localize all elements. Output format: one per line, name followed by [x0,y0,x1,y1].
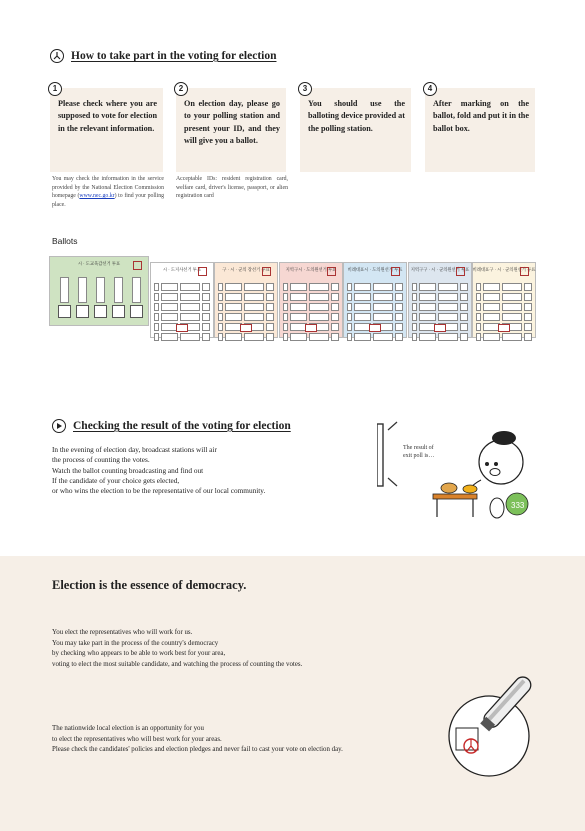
ballots-label: Ballots [52,236,78,246]
ballot-row [347,333,403,341]
section-title-results [52,419,291,433]
ballot-1 [49,256,149,326]
ballots-strip [49,256,537,338]
step-number: 3 [298,82,312,96]
ballot-row [283,313,339,321]
ballot-row [218,283,274,291]
ballot-stamp-mark [176,324,188,332]
candidate-column [132,277,141,303]
ballot-stamp-mark [434,324,446,332]
ballot-2 [150,262,214,338]
ballot-row [154,293,210,301]
ballot-row [218,333,274,341]
essence-paragraph-1: You elect the representatives who will work for us. You may take part in the process of the country's democracy by checking who appears to be able to work best for your area, voting to elect the most suitable candidate, and watching the process of counting the votes. [52,629,303,668]
step-3 [300,83,411,172]
ballot-header: 비례대표시 · 도의원선거 투표 [347,266,403,272]
ballot-header: 시 · 도교육감선거 투표 [77,260,121,266]
candidate-column [60,277,69,303]
candidate-column [114,277,123,303]
ballot-row [412,333,468,341]
ballot-seal [327,267,336,276]
vote-mark-icon [50,49,64,63]
mark-box [58,305,71,318]
tv-caption: The result of exit poll is… [403,445,435,459]
ballot-row [476,333,532,341]
ballot-seal [456,267,465,276]
ballot-6 [408,262,472,338]
voting-stamp-illustration [434,672,544,782]
ballot-row [283,303,339,311]
step-text: You should use the balloting device provided at the polling station. [308,99,405,133]
ballot-row [283,283,339,291]
ballot-stamp-mark [240,324,252,332]
ballot-header: 지역구구 · 시 · 군의원선거 투표 [410,266,470,272]
step-text: Please check where you are supposed to vote for election in the relevant information. [58,99,158,133]
ballot-7 [472,262,536,338]
ballot-row [218,303,274,311]
svg-text:333: 333 [511,501,525,510]
results-text: In the evening of election day, broadcast stations will air the process of counting the votes. Watch the ballot counting broadcasting and find out If the candidate of your choice gets elected, or who wins the election to be the representative of our local community. [52,445,266,496]
ballot-header: 지역구시 · 도의원선거 투표 [285,266,337,272]
ballot-row [283,293,339,301]
ballot-row [347,313,403,321]
step-number: 4 [423,82,437,96]
step-number: 1 [48,82,62,96]
play-icon [52,419,66,433]
stamp-pen-icon [434,672,544,782]
ballot-row [218,293,274,301]
ballot-row [412,283,468,291]
mark-box [76,305,89,318]
ballot-header: 시 · 도지사선거 투표 [162,266,202,272]
ballot-row [283,333,339,341]
tv-watching-icon [377,420,537,530]
ballot-stamp-mark [498,324,510,332]
ballot-header: 구 · 시 · 군의 장선거 투표 [222,266,270,272]
ballot-row [347,303,403,311]
ballot-row [412,313,468,321]
ballot-seal [198,267,207,276]
step-number: 2 [174,82,188,96]
note-polling-place: You may check the information in the service provided by the National Election Commission homepage (www.nec.go.kr) to find your polling place. [52,176,164,208]
section-title-text: How to take part in the voting for election [71,50,277,62]
ballot-5 [343,262,407,338]
ballot-row [154,303,210,311]
mark-box [130,305,143,318]
ballot-row [154,333,210,341]
essence-paragraph-2: The nationwide local election is an opportunity for you to elect the representatives who will best work for your areas. Please check the candidates' policies and election pledges and never fail to cast your vote on election day. [52,725,343,753]
mark-box [94,305,107,318]
note-acceptable-ids: Acceptable IDs: resident registration card, welfare card, driver's license, passport, or alien registration card [176,176,288,200]
nec-homepage-link[interactable]: www.nec.go.kr [79,193,115,200]
ballot-row [412,303,468,311]
ballot-seal [391,267,400,276]
mark-box [112,305,125,318]
candidate-column [78,277,87,303]
section-title-voting [50,49,276,63]
ballot-stamp-mark [305,324,317,332]
ballot-row [154,313,210,321]
candidate-column [96,277,105,303]
section-title-text: Checking the result of the voting for election [73,420,291,432]
steps-row [50,84,535,172]
ballot-row [476,313,532,321]
ballot-row [347,293,403,301]
ballot-seal [133,261,142,270]
ballot-3 [214,262,278,338]
ballot-stamp-mark [369,324,381,332]
step-text: After marking on the ballot, fold and put it in the ballot box. [433,99,529,133]
ballot-row [412,293,468,301]
ballot-row [154,283,210,291]
essence-title: Election is the essence of democracy. [52,578,247,592]
tv-illustration [377,420,537,530]
step-text: On election day, please go to your polling station and present your ID, and they will give you a ballot. [184,99,280,146]
ballot-seal [520,267,529,276]
ballot-header: 비례대표구 · 시 · 군의원선거 투표 [472,266,536,272]
step-4 [425,83,535,172]
ballot-row [218,313,274,321]
ballot-row [347,283,403,291]
ballot-row [476,303,532,311]
ballot-4 [279,262,343,338]
step-1 [50,83,163,172]
ballot-row [476,283,532,291]
ballot-row [476,293,532,301]
step-2 [176,83,286,172]
ballot-seal [262,267,271,276]
